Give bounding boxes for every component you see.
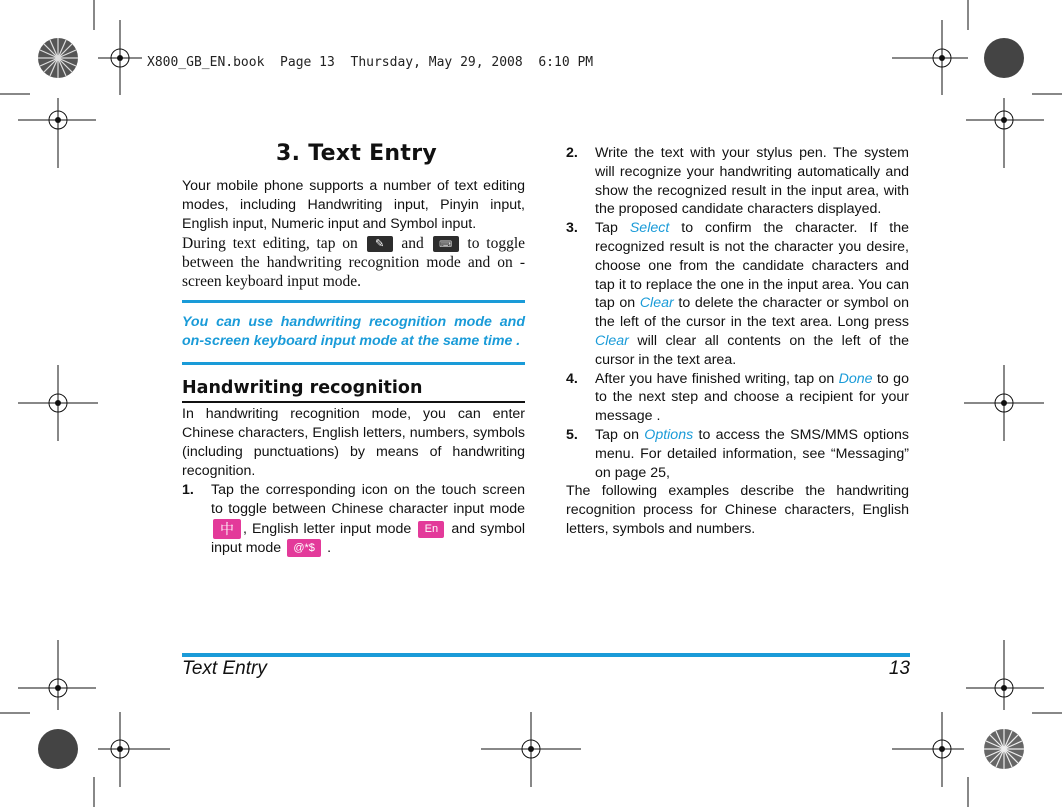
toggle-text-and: and [401, 235, 424, 252]
chapter-title: 3. Text Entry [276, 141, 437, 166]
footer-section-name: Text Entry [182, 658, 267, 679]
step-4-part-a: After you have finished writing, tap on [595, 370, 835, 387]
footer-rule [182, 653, 910, 657]
step-1 [182, 481, 525, 558]
clear-keyword-long: Clear [595, 332, 629, 349]
step-5-part-a: Tap on [595, 426, 639, 443]
symbol-mode-icon: @*$ [287, 539, 321, 557]
left-column [182, 140, 525, 558]
english-mode-icon: En [418, 521, 444, 538]
chinese-mode-icon: 中 [213, 519, 241, 539]
starburst-mark-br [984, 729, 1024, 769]
starburst-mark-bl [38, 729, 78, 769]
keyboard-icon: ⌨ [433, 236, 459, 252]
pen-icon: ✎ [367, 236, 393, 252]
right-column [566, 144, 909, 539]
toggle-text-before: During text editing, tap on [182, 235, 358, 252]
starburst-mark-tl [38, 38, 78, 78]
step-2-text: Write the text with your stylus pen. The system will recognize your handwriting automatically and show the recognized result in the input area, with the proposed candidate characters displayed. [595, 145, 909, 218]
step-3-part-c: to delete the character or symbol on the left of the cursor in the text area. Long press [595, 295, 909, 331]
step-1-part-a: Tap the corresponding icon on the touch screen to toggle between Chinese character input mode [211, 482, 525, 517]
step-2-number: 2. [566, 145, 578, 161]
step-5 [566, 426, 909, 482]
options-keyword: Options [644, 426, 694, 443]
step-1-part-d: . [327, 540, 332, 556]
step-4-part-b: to go to the next step and choose a recipient for your message . [595, 370, 909, 425]
section-title: Handwriting recognition [182, 379, 525, 403]
step-3-part-a: Tap [595, 220, 618, 237]
note-bottom-rule [182, 362, 525, 365]
step-1-text [211, 481, 525, 558]
registration-mark-tr [892, 20, 968, 95]
done-keyword: Done [838, 370, 873, 387]
intro-paragraph: Your mobile phone supports a number of text editing modes, including Handwriting input, Pinyin input, English input, Numeric input and Symbol input. [182, 178, 525, 232]
starburst-mark-tr [984, 38, 1024, 78]
step-5-number: 5. [566, 426, 578, 443]
step-4-text [595, 370, 909, 426]
step-4-number: 4. [566, 370, 578, 387]
step-5-part-b: to access the SMS/MMS options menu. For detailed information, see “Messaging” on page 25, [595, 426, 909, 481]
step-2 [566, 144, 909, 219]
note-text: You can use handwriting recognition mode and on-screen keyboard input mode at the same time . [182, 314, 525, 349]
closing-paragraph: The following examples describe the handwriting recognition process for Chinese characters, English letters, symbols and numbers. [566, 483, 909, 537]
toggle-text-after: to toggle between the handwriting recognition mode and on -screen keyboard input mode. [182, 235, 525, 290]
step-1-part-b: , English letter input mode [243, 520, 412, 537]
step-3-part-b: to confirm the character. If the recognized result is not the character you desire, choose one from the candidate characters and tap it to replace the one in the input area. You can tap on [595, 220, 909, 312]
book-header-line: X800_GB_EN.book Page 13 Thursday, May 29, 2008 6:10 PM [147, 55, 594, 70]
step-3-text [595, 219, 909, 369]
page-number: 13 [888, 658, 910, 679]
step-1-part-c: and symbol input mode [211, 520, 525, 556]
step-5-text [595, 426, 909, 482]
clear-keyword: Clear [639, 295, 674, 312]
select-keyword: Select [629, 220, 670, 237]
toggle-paragraph [182, 234, 525, 291]
step-3 [566, 219, 909, 369]
step-1-number: 1. [182, 482, 194, 498]
note-top-rule [182, 300, 525, 303]
step-3-number: 3. [566, 220, 578, 237]
step-3-part-d: will clear all contents on the left of the cursor in the text area. [595, 332, 909, 368]
step-4 [566, 370, 909, 426]
section-paragraph: In handwriting recognition mode, you can enter Chinese characters, English letters, numbers, symbols (including punctuations) by means of handwriting recognition. [182, 406, 525, 479]
